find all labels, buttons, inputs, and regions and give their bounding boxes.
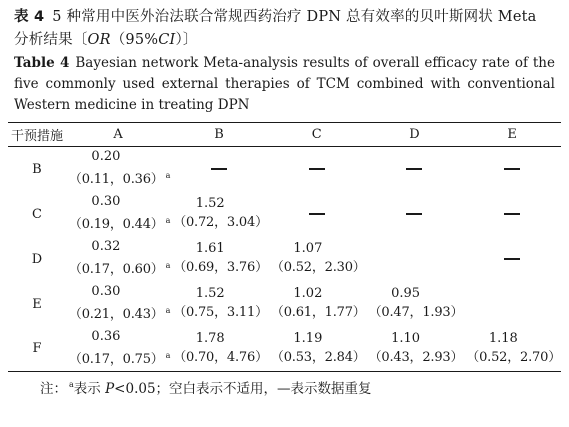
ci-range <box>69 256 170 280</box>
empty-cell <box>366 237 464 282</box>
or-value: 1.78 <box>195 330 225 346</box>
row-label: D <box>31 251 43 267</box>
note-sup: a <box>69 380 74 389</box>
ci-range <box>369 303 464 323</box>
empty-cell <box>463 282 561 327</box>
ci-range <box>69 346 170 370</box>
caption-en-text: Bayesian network Meta-analysis results of overall efficacy rate of the five commonly used external therapies of TCM combined with conventional Western medicine in treating DPN <box>14 55 555 113</box>
ci-text: （0.70，4.76） <box>173 349 268 365</box>
significance-mark: a <box>165 261 171 270</box>
table-body <box>8 147 561 372</box>
effect-cell <box>66 327 170 372</box>
effect-cell <box>366 282 464 327</box>
or-value: 0.32 <box>91 239 121 254</box>
effect-cell <box>66 237 170 282</box>
results-table <box>8 122 561 372</box>
note-p: P <box>105 381 115 397</box>
header-cell: B <box>170 123 268 147</box>
repeat-dash-cell <box>366 192 464 237</box>
or-value: 1.02 <box>293 286 323 301</box>
ci-text: （0.21，0.43） <box>68 307 164 322</box>
header-cell: E <box>463 123 561 147</box>
caption-cn-ci: CI <box>158 32 176 48</box>
note-text-b: <0.05；空白表示不适用，—表示数据重复 <box>114 381 372 397</box>
ci-text: （0.72，3.04） <box>173 215 268 230</box>
ci-range <box>173 213 268 233</box>
table-header-row <box>8 123 561 147</box>
ci-range <box>69 166 170 190</box>
repeat-dash-cell <box>170 147 268 192</box>
header-cell: C <box>268 123 366 147</box>
ci-text: （0.52，2.30） <box>270 260 366 275</box>
ci-range <box>69 301 170 325</box>
dash-mark <box>211 168 227 170</box>
table-row <box>8 327 561 372</box>
significance-mark: a <box>165 216 171 225</box>
ci-text: （0.17，0.60） <box>68 262 164 277</box>
effect-cell <box>66 282 170 327</box>
or-value: 1.07 <box>293 241 323 256</box>
ci-text: （0.52，2.70） <box>466 349 561 365</box>
ci-text: （0.47，1.93） <box>368 305 464 320</box>
header-cell: D <box>366 123 464 147</box>
effect-cell <box>66 147 170 192</box>
caption-en-label: Table 4 <box>14 55 70 71</box>
dash-mark <box>309 213 325 215</box>
effect-cell <box>268 282 366 327</box>
caption-cn-text-b: （95% <box>110 32 159 48</box>
ci-text: （0.69，3.76） <box>173 260 268 275</box>
caption-cn-or: OR <box>87 32 111 48</box>
table-row <box>8 237 561 282</box>
row-label: C <box>31 206 42 222</box>
ci-text: （0.43，2.93） <box>368 349 464 365</box>
ci-range <box>271 303 366 323</box>
repeat-dash-cell <box>463 147 561 192</box>
significance-mark: a <box>165 171 171 181</box>
ci-text: （0.61，1.77） <box>270 305 366 320</box>
dash-mark <box>504 213 520 215</box>
ci-range <box>173 303 268 323</box>
table-row <box>8 147 561 192</box>
table-row <box>8 192 561 237</box>
header-cell: A <box>66 123 170 147</box>
or-value: 1.61 <box>195 241 225 256</box>
or-value: 1.19 <box>293 330 323 346</box>
effect-cell <box>66 192 170 237</box>
dash-mark <box>309 168 325 170</box>
note-prefix: 注： <box>40 381 67 397</box>
dash-mark <box>406 213 422 215</box>
effect-cell <box>268 237 366 282</box>
effect-cell <box>268 327 366 372</box>
effect-cell <box>170 327 268 372</box>
ci-text: （0.11，0.36） <box>68 172 164 188</box>
or-value: 0.95 <box>391 286 421 301</box>
ci-range <box>271 348 366 368</box>
or-value: 0.30 <box>91 284 121 299</box>
effect-cell <box>170 237 268 282</box>
caption-cn-label: 表 4 <box>14 9 45 25</box>
caption-cn-text-c: ）〕 <box>175 32 198 48</box>
dash-mark <box>406 168 422 170</box>
ci-range <box>69 211 170 235</box>
caption-cn-text-a: 5 种常用中医外治法联合常规西药治疗 DPN 总有效率的贝叶斯网状 Meta 分析结果〔 <box>14 9 537 48</box>
ci-text: （0.19，0.44） <box>68 217 164 232</box>
table-figure <box>10 6 561 397</box>
significance-mark: a <box>165 306 171 315</box>
effect-cell <box>366 327 464 372</box>
ci-text: （0.17，0.75） <box>68 351 164 367</box>
repeat-dash-cell <box>268 147 366 192</box>
ci-range <box>173 258 268 278</box>
repeat-dash-cell <box>463 192 561 237</box>
or-value: 1.52 <box>195 196 225 211</box>
row-label: F <box>8 327 66 372</box>
table-footnote <box>14 377 555 397</box>
or-value: 0.30 <box>91 194 121 209</box>
row-label: E <box>32 296 42 312</box>
or-value: 0.20 <box>91 149 121 165</box>
caption-cn <box>14 6 555 52</box>
repeat-dash-cell <box>366 147 464 192</box>
effect-cell <box>170 282 268 327</box>
row-label: B <box>32 161 42 177</box>
caption-en <box>14 53 555 116</box>
dash-mark <box>504 168 520 170</box>
header-cell: 干预措施 <box>8 123 66 147</box>
repeat-dash-cell <box>463 237 561 282</box>
or-value: 1.18 <box>488 330 518 346</box>
note-text-a: 表示 <box>73 381 106 397</box>
repeat-dash-cell <box>268 192 366 237</box>
ci-range <box>466 348 561 368</box>
effect-cell <box>463 327 561 372</box>
or-value: 0.36 <box>91 328 121 344</box>
or-value: 1.10 <box>391 330 421 346</box>
ci-range <box>173 348 268 368</box>
dash-mark <box>504 258 520 260</box>
ci-text: （0.75，3.11） <box>173 305 268 320</box>
ci-range <box>369 348 464 368</box>
effect-cell <box>170 192 268 237</box>
ci-text: （0.53，2.84） <box>270 349 366 365</box>
ci-range <box>271 258 366 278</box>
significance-mark: a <box>165 350 171 360</box>
table-row <box>8 282 561 327</box>
or-value: 1.52 <box>195 286 225 301</box>
